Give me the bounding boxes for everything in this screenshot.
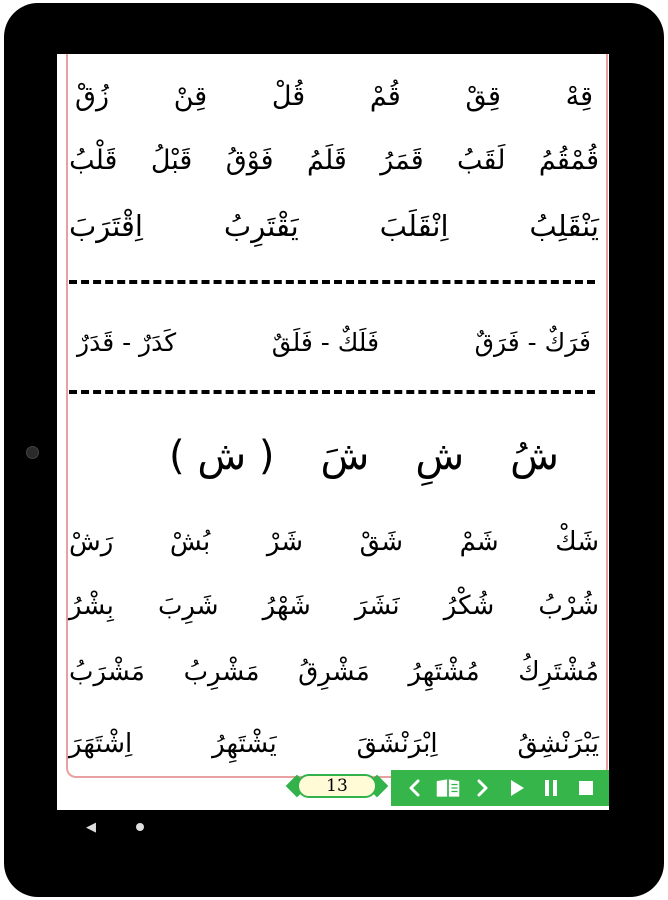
word-row-7 (69, 516, 599, 568)
play-icon (508, 778, 526, 798)
word: شَرْ (266, 527, 303, 557)
word: يَقْتَرِبُ (223, 209, 299, 243)
stop-icon (577, 779, 595, 797)
word: قَلْبُ (69, 144, 118, 176)
word: زُقْ (75, 80, 110, 112)
word: قِهْ (565, 80, 593, 112)
word: شَرِبَ (157, 591, 219, 621)
back-nav-icon[interactable]: ◀ (86, 820, 96, 835)
letter-heading: ( ش ) (169, 433, 275, 479)
word: مَشْرَبُ (69, 657, 145, 687)
word: قِنْ (173, 80, 208, 112)
section-divider (69, 280, 595, 284)
word-row-9 (69, 646, 599, 698)
word: شُكْرُ (443, 591, 495, 621)
word: مَشْرِبُ (183, 657, 260, 687)
home-nav-icon[interactable] (136, 823, 144, 831)
next-page-button[interactable] (470, 775, 496, 801)
stop-button[interactable] (573, 775, 599, 801)
word: مُشْتَرِكُ (518, 657, 599, 687)
page-number: 13 (297, 774, 377, 798)
word-row-8 (69, 580, 599, 632)
word: اِنْقَلَبَ (379, 209, 449, 243)
word-pair: فَرَكٌ - فَرَقٌ (474, 327, 591, 357)
word-row-1 (69, 72, 599, 120)
letter-kasra: شِ (415, 433, 465, 479)
word: يَشْتَهِرُ (212, 729, 277, 759)
page-number-badge (285, 772, 389, 802)
word: مَشْرِقُ (298, 657, 370, 687)
word: فَوْقُ (225, 144, 274, 176)
word: اِبْرَنْشَقَ (356, 729, 438, 759)
letter-damma: شُ (510, 433, 559, 479)
section-divider (69, 390, 595, 394)
word: بِشْرُ (69, 591, 114, 621)
chevron-left-icon (407, 778, 421, 798)
pause-icon (542, 778, 560, 798)
word-pair: فَلَكٌ - فَلَقٌ (271, 327, 380, 357)
word-row-2 (69, 134, 599, 186)
word: لَقَبُ (457, 144, 506, 176)
word: قَلَمُ (306, 144, 347, 176)
word-row-pairs (69, 316, 599, 368)
camera-dot (26, 446, 39, 459)
word: شَقْ (359, 527, 404, 557)
word: بُشْ (169, 527, 211, 557)
word: اِشْتَهَرَ (69, 729, 133, 759)
word: شَهْرُ (262, 591, 311, 621)
letter-heading-row (69, 422, 599, 490)
word: اِقْتَرَبَ (69, 209, 143, 243)
word: شُرْبُ (538, 591, 599, 621)
previous-page-button[interactable] (401, 775, 427, 801)
word: شَكْ (555, 527, 599, 557)
word: قَمَرُ (380, 144, 424, 176)
word: مُشْتَهِرُ (408, 657, 480, 687)
word: نَشَرَ (354, 591, 400, 621)
play-button[interactable] (504, 775, 530, 801)
word: قُمْقُمُ (538, 144, 599, 176)
word-pair: كَدَرٌ - قَدَرٌ (77, 327, 177, 357)
word: قَبْلُ (150, 144, 193, 176)
word: يَنْقَلِبُ (529, 209, 599, 243)
word-row-3 (69, 198, 599, 254)
reader-screen (57, 54, 609, 810)
word: شَمْ (459, 527, 499, 557)
word: قُمْ (369, 80, 401, 112)
word: رَشْ (69, 527, 114, 557)
word: قُلْ (271, 80, 306, 112)
playback-toolbar (391, 770, 609, 806)
index-button[interactable] (435, 775, 461, 801)
chevron-right-icon (476, 778, 490, 798)
word: يَبْرَنْشِقُ (517, 729, 599, 759)
letter-fatha: شَ (320, 433, 370, 479)
book-icon (435, 776, 461, 800)
word-row-10 (69, 718, 599, 770)
word: قِقْ (465, 80, 501, 112)
pause-button[interactable] (538, 775, 564, 801)
